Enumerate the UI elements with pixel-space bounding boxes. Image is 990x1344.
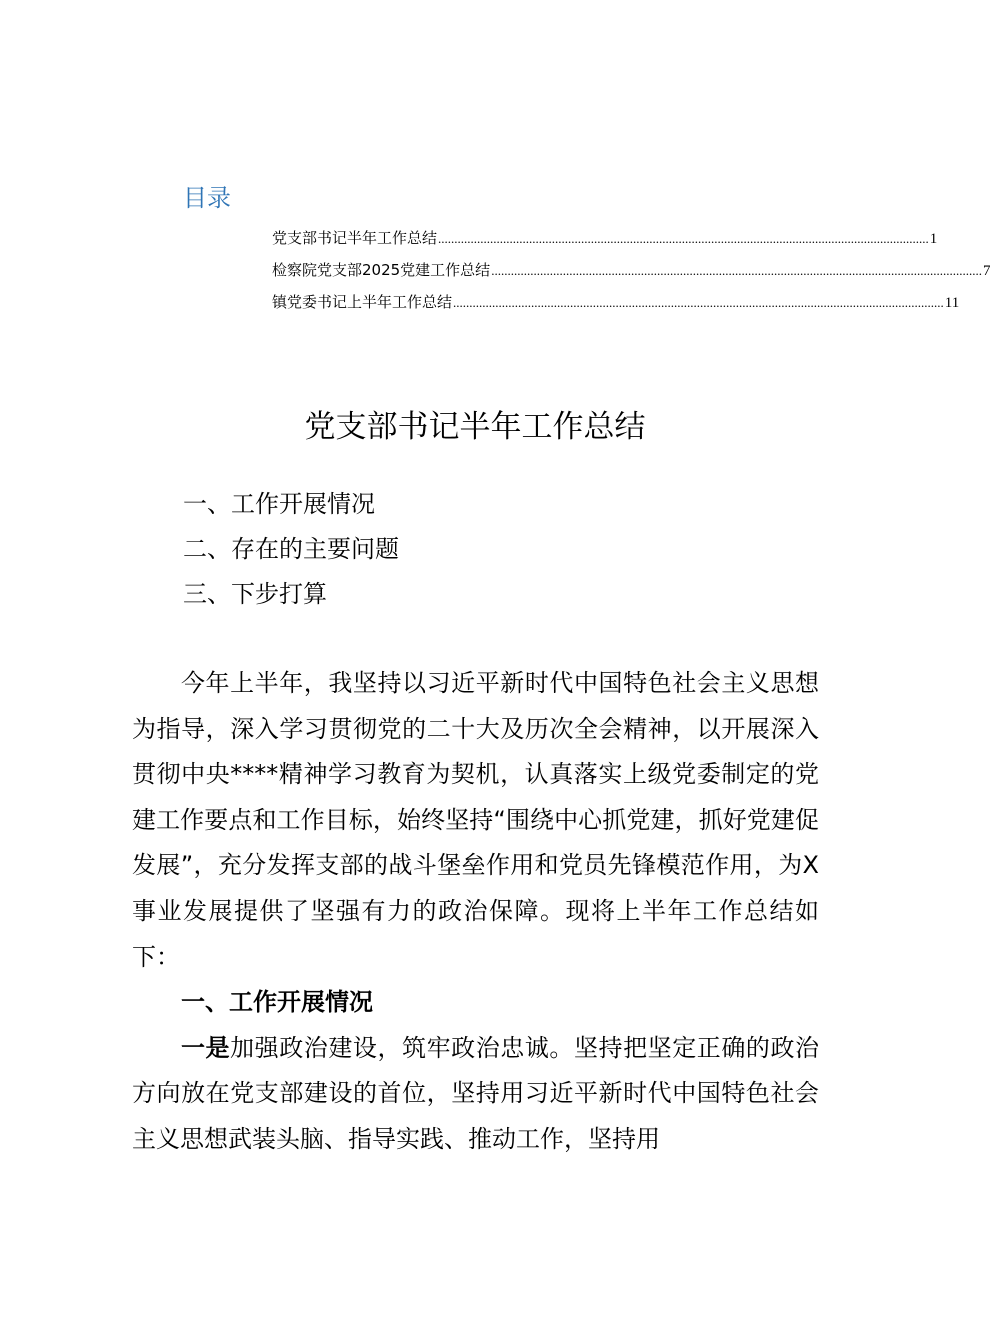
table-of-contents (272, 227, 990, 323)
toc-heading: 目录 (183, 184, 231, 212)
toc-entry-title[interactable]: 镇党委书记上半年工作总结 (272, 293, 453, 311)
section-heading: 一、工作开展情况 (181, 988, 373, 1017)
toc-leader-dots: ....................................................................................................................................................... (453, 295, 944, 310)
point-lead: 一是 (181, 1033, 231, 1062)
document-body (132, 661, 819, 1163)
toc-entry-page[interactable]: 7 (982, 263, 990, 279)
toc-entry[interactable] (272, 227, 938, 259)
toc-entry[interactable] (272, 259, 990, 291)
toc-leader-dots: ....................................................................................................................................................... (438, 231, 929, 246)
toc-entry-page[interactable]: 11 (944, 295, 960, 311)
intro-paragraph: 今年上半年，我坚持以习近平新时代中国特色社会主义思想为指导，深入学习贯彻党的二十大及历次全会精神，以开展深入贯彻中央****精神学习教育为契机，认真落实上级党委制定的党建工作要点和工作目标，始终坚持“围绕中心抓党建，抓好党建促发展”，充分发挥支部的战斗堡垒作用和党员先锋模范作用，为X事业发展提供了坚强有力的政治保障。现将上半年工作总结如下： (132, 669, 819, 971)
outline-item: 一、工作开展情况 (183, 490, 375, 518)
point-text: 加强政治建设，筑牢政治忠诚。坚持把坚定正确的政治方向放在党支部建设的首位，坚持用习近平新时代中国特色社会主义思想武装头脑、指导实践、推动工作，坚持用 (132, 1033, 820, 1153)
toc-entry[interactable] (272, 291, 960, 323)
body-paragraph (132, 1026, 819, 1163)
outline-list (183, 482, 399, 617)
document-title: 党支部书记半年工作总结 (304, 408, 646, 445)
toc-entry-title[interactable]: 党支部书记半年工作总结 (272, 229, 438, 247)
toc-leader-dots: ....................................................................................................................................................... (491, 263, 982, 278)
outline-item: 二、存在的主要问题 (183, 535, 399, 563)
toc-entry-page[interactable]: 1 (929, 231, 938, 247)
outline-item: 三、下步打算 (183, 580, 327, 608)
toc-entry-title[interactable]: 检察院党支部2025党建工作总结 (272, 261, 491, 279)
